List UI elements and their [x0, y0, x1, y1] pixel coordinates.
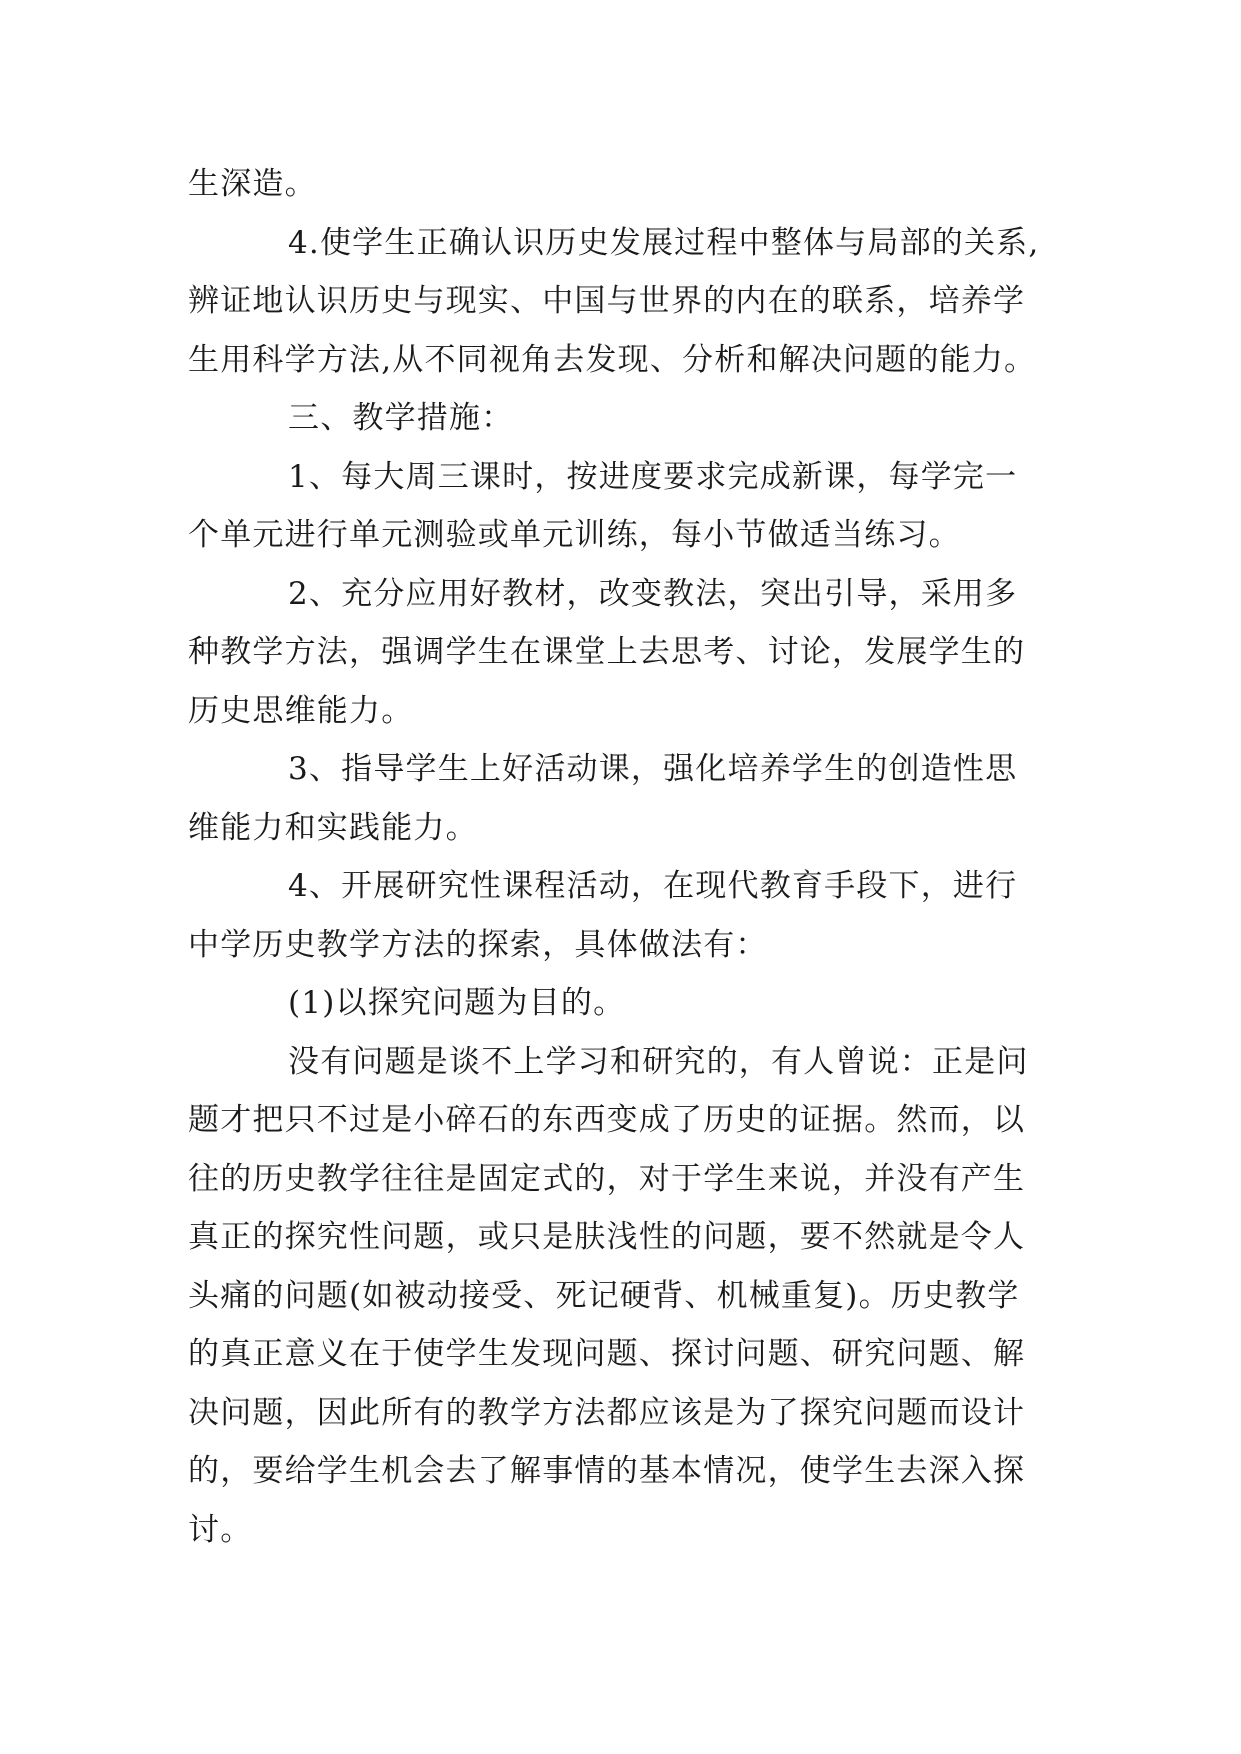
- text-line: 生深造。: [188, 166, 317, 202]
- text-line: 往的历史教学往往是固定式的，对于学生来说，并没有产生: [188, 1160, 1026, 1197]
- text-line: 讨。: [188, 1511, 253, 1548]
- text-line: 题才把只不过是小碎石的东西变成了历史的证据。然而，以: [188, 1102, 1026, 1138]
- text-line: 1、每大周三课时，按进度要求完成新课，每学完一: [288, 458, 1018, 495]
- text-line: 个单元进行单元测验或单元训练，每小节做适当练习。: [188, 517, 961, 553]
- text-line: 真正的探究性问题，或只是肤浅性的问题，要不然就是令人: [188, 1219, 1026, 1255]
- text-line: 决问题，因此所有的教学方法都应该是为了探究问题而设计: [188, 1394, 1026, 1431]
- text-line: 3、指导学生上好活动课，强化培养学生的创造性思: [288, 751, 1018, 787]
- text-line: 维能力和实践能力。: [188, 809, 478, 846]
- text-line: 4.使学生正确认识历史发展过程中整体与局部的关系,: [288, 224, 1040, 261]
- text-line: 三、教学措施：: [288, 400, 514, 436]
- text-line: 生用科学方法,从不同视角去发现、分析和解决问题的能力。: [188, 341, 1037, 378]
- text-line: 历史思维能力。: [188, 692, 414, 729]
- text-line: 头痛的问题(如被动接受、死记硬背、机械重复)。历史教学: [188, 1277, 1020, 1314]
- text-line: 的真正意义在于使学生发现问题、探讨问题、研究问题、解: [188, 1336, 1026, 1372]
- text-line: 的，要给学生机会去了解事情的基本情况，使学生去深入探: [188, 1453, 1026, 1489]
- text-line: 4、开展研究性课程活动，在现代教育手段下，进行: [288, 868, 1018, 904]
- text-line: 辨证地认识历史与现实、中国与世界的内在的联系，培养学: [188, 283, 1026, 319]
- text-line: 没有问题是谈不上学习和研究的，有人曾说：正是问: [288, 1043, 1029, 1080]
- document-body: [188, 155, 1068, 1559]
- text-line: 中学历史教学方法的探索，具体做法有：: [188, 926, 768, 963]
- text-line: 种教学方法，强调学生在课堂上去思考、讨论，发展学生的: [188, 634, 1026, 670]
- text-line: (1)以探究问题为目的。: [288, 985, 626, 1021]
- text-line: 2、充分应用好教材，改变教法，突出引导，采用多: [288, 575, 1018, 612]
